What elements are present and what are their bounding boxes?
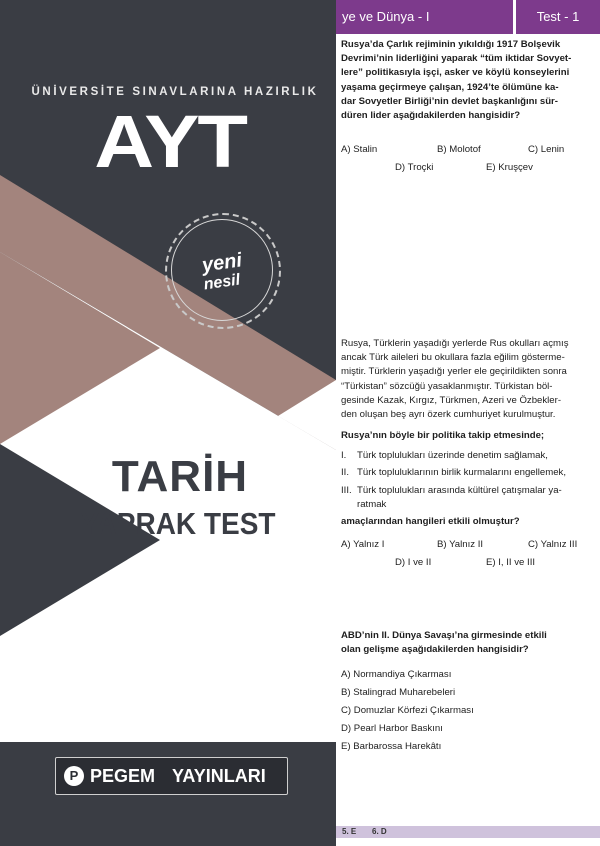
q2-item-2 (341, 466, 596, 480)
publisher-word-2: YAYINLARI (172, 766, 266, 786)
roman-numeral: I. (341, 450, 347, 461)
q1-line: Devrimi’nin liderliğini yaparak “tüm iktidar Sovyet- (341, 53, 572, 65)
unit-title-tab: ye ve Dünya - I (336, 0, 513, 34)
q2-prompt: Rusya’nın böyle bir politika takip etmesinde; (341, 430, 545, 441)
q2-line: Rusya, Türklerin yaşadığı yerlerde Rus okulları açmış (341, 338, 569, 349)
q2-option-a[interactable]: A) Yalnız I (341, 539, 385, 550)
subject-title: TARİH (111, 452, 249, 501)
q1-option-b[interactable]: B) Molotof (437, 144, 481, 155)
cover-subtitle: ÜNİVERSİTE SINAVLARINA HAZIRLIK (31, 86, 319, 98)
q2-option-e[interactable]: E) I, II ve III (486, 557, 536, 568)
publisher-logo (55, 757, 288, 795)
q1-line: dar Sovyetler Birliği’nin devlet başkanlığını sür- (341, 95, 558, 107)
q2-item-3-cont (341, 498, 596, 512)
subject-subtitle: YAPRAK TEST (80, 506, 276, 541)
exam-title: AYT (94, 100, 246, 183)
question-1-stem (341, 38, 593, 123)
q1-option-d[interactable]: D) Troçki (395, 162, 434, 173)
q2-line: “Türkistan” sözcüğü yasaklanmıştır. Türkistan böl- (341, 380, 553, 392)
item-text: ratmak (357, 499, 387, 510)
badge-line-1: yeni (200, 249, 244, 277)
q2-line: gesinde Kazak, Kırgız, Türkmen, Azeri ve Özbekler- (341, 394, 562, 406)
q1-line: düren lider aşağıdakilerden hangisidir? (341, 110, 521, 122)
q2-item-1 (341, 449, 596, 463)
q1-line: Rusya’da Çarlık rejiminin yıkıldığı 1917 Bolşevik (341, 39, 561, 50)
q2-option-c[interactable]: C) Yalnız III (528, 539, 578, 550)
badge-line-2: nesil (202, 271, 242, 294)
answer-key-item: 5. E (342, 827, 357, 836)
q3-line: ABD’nin II. Dünya Savaşı’na girmesinde etkili (341, 630, 547, 641)
q2-option-d[interactable]: D) I ve II (395, 557, 432, 568)
item-text: Türk topluluklarının birlik kurmalarını engellemek, (357, 467, 567, 478)
item-text: Türk toplulukları üzerinde denetim sağlamak, (357, 450, 548, 461)
question-2-stem (341, 337, 593, 422)
q1-option-e[interactable]: E) Kruşçev (486, 162, 533, 173)
q1-line: yaşama geçirmeye çalışan, 1924’te ölümüne ka- (341, 81, 559, 93)
q1-option-c[interactable]: C) Lenin (528, 144, 565, 155)
test-number-tab: Test - 1 (516, 0, 600, 34)
answer-key-strip (336, 826, 600, 838)
q3-option-b[interactable]: B) Stalingrad Muharebeleri (341, 687, 456, 698)
q3-line: olan gelişme aşağıdakilerden hangisidir? (341, 644, 529, 656)
q2-question: amaçlarından hangileri etkili olmuştur? (341, 516, 520, 527)
q3-option-a[interactable]: A) Normandiya Çıkarması (341, 669, 452, 680)
roman-numeral: II. (341, 467, 349, 478)
item-text: Türk toplulukları arasında kültürel çatışmalar ya- (357, 485, 562, 496)
publisher-mark-icon: P (64, 766, 84, 786)
yeni-nesil-badge (171, 219, 273, 321)
q3-option-c[interactable]: C) Domuzlar Körfezi Çıkarması (341, 705, 474, 716)
q3-option-e[interactable]: E) Barbarossa Harekâtı (341, 741, 442, 752)
q3-option-d[interactable]: D) Pearl Harbor Baskını (341, 723, 443, 734)
answer-key-item: 6. D (372, 827, 387, 836)
q2-line: den oluşan beş ayrı özerk cumhuriyet kurulmuştur. (341, 409, 556, 421)
q2-line: miştir. Türklerin yaşadığı yerler ele geçirildikten sonra (341, 366, 567, 378)
roman-numeral: III. (341, 485, 352, 496)
q1-option-a[interactable]: A) Stalin (341, 144, 378, 155)
q1-line: lere” politikasıyla işçi, asker ve köylü konseylerini (341, 67, 570, 79)
q2-item-3 (341, 484, 596, 498)
question-3-stem (341, 629, 593, 657)
q2-line: ancak Türk aileleri bu okullara fazla eğilim gösterme- (341, 352, 565, 364)
q2-option-b[interactable]: B) Yalnız II (437, 539, 484, 550)
publisher-word-1: PEGEM (90, 766, 156, 786)
